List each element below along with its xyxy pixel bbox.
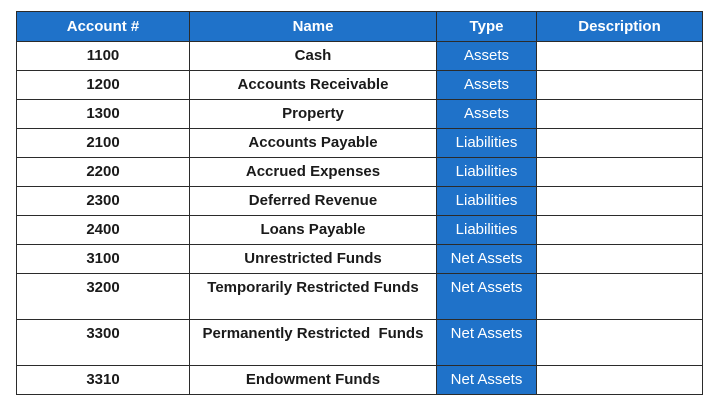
description-cell: [537, 187, 703, 216]
account-type-cell: Assets: [437, 42, 537, 71]
accounts-table: [16, 11, 703, 395]
table-row: [17, 274, 703, 320]
account-type-cell: Liabilities: [437, 187, 537, 216]
account-type-cell: Liabilities: [437, 158, 537, 187]
account-number-cell: 1100: [17, 42, 190, 71]
description-cell: [537, 42, 703, 71]
description-cell: [537, 216, 703, 245]
account-type-cell: Assets: [437, 71, 537, 100]
table-row: [17, 129, 703, 158]
table-row: [17, 216, 703, 245]
account-type-cell: Liabilities: [437, 216, 537, 245]
account-name-cell: Property: [190, 100, 437, 129]
column-header-description: Description: [537, 12, 703, 42]
column-header-name: Name: [190, 12, 437, 42]
account-name-cell: Loans Payable: [190, 216, 437, 245]
account-number-cell: 3200: [17, 274, 190, 320]
account-type-cell: Liabilities: [437, 129, 537, 158]
account-name-cell: Endowment Funds: [190, 366, 437, 395]
table-row: [17, 100, 703, 129]
table-row: [17, 245, 703, 274]
table-row: [17, 366, 703, 395]
account-type-cell: Net Assets: [437, 320, 537, 366]
table-row: [17, 158, 703, 187]
table-row: [17, 187, 703, 216]
account-number-cell: 1200: [17, 71, 190, 100]
header-row: [17, 12, 703, 42]
account-number-cell: 3310: [17, 366, 190, 395]
description-cell: [537, 274, 703, 320]
account-name-cell: Deferred Revenue: [190, 187, 437, 216]
account-type-cell: Net Assets: [437, 245, 537, 274]
column-header-account: Account #: [17, 12, 190, 42]
table-row: [17, 42, 703, 71]
description-cell: [537, 320, 703, 366]
account-number-cell: 3100: [17, 245, 190, 274]
account-name-cell: Accounts Receivable: [190, 71, 437, 100]
account-number-cell: 2100: [17, 129, 190, 158]
account-name-cell: Unrestricted Funds: [190, 245, 437, 274]
account-number-cell: 2300: [17, 187, 190, 216]
account-name-cell: Temporarily Restricted Funds: [190, 274, 437, 320]
account-type-cell: Net Assets: [437, 366, 537, 395]
account-name-cell: Cash: [190, 42, 437, 71]
account-number-cell: 3300: [17, 320, 190, 366]
description-cell: [537, 158, 703, 187]
account-name-cell: Permanently Restricted Funds: [190, 320, 437, 366]
account-number-cell: 2200: [17, 158, 190, 187]
description-cell: [537, 245, 703, 274]
account-name-cell: Accrued Expenses: [190, 158, 437, 187]
description-cell: [537, 366, 703, 395]
account-type-cell: Net Assets: [437, 274, 537, 320]
description-cell: [537, 71, 703, 100]
table-row: [17, 71, 703, 100]
column-header-type: Type: [437, 12, 537, 42]
account-name-cell: Accounts Payable: [190, 129, 437, 158]
account-number-cell: 2400: [17, 216, 190, 245]
account-number-cell: 1300: [17, 100, 190, 129]
description-cell: [537, 129, 703, 158]
account-type-cell: Assets: [437, 100, 537, 129]
table-row: [17, 320, 703, 366]
chart-of-accounts: [16, 11, 703, 395]
description-cell: [537, 100, 703, 129]
